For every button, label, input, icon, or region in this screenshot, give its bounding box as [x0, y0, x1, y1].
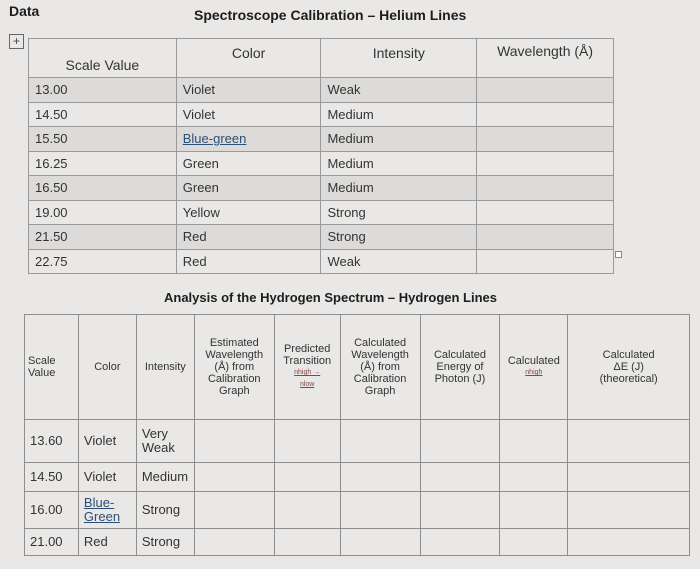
header-line: Calculated	[433, 349, 486, 361]
header-calculated-wavelength	[340, 315, 420, 420]
color-cell[interactable]: Red	[176, 225, 321, 250]
scale-cell[interactable]: 16.50	[29, 176, 177, 201]
color-cell[interactable]: Red	[78, 529, 136, 556]
calculated-wavelength-cell[interactable]	[340, 529, 420, 556]
intensity-cell[interactable]: Strong	[136, 529, 194, 556]
header-line: (Å) from	[214, 361, 255, 373]
header-scale-value	[25, 315, 79, 420]
header-line: Wavelength	[351, 349, 409, 361]
helium-calibration-table	[28, 38, 614, 274]
wavelength-cell[interactable]	[477, 102, 614, 127]
table-resize-handle[interactable]	[615, 251, 622, 258]
table-row	[25, 492, 690, 529]
transition-cell[interactable]	[274, 529, 340, 556]
intensity-cell[interactable]: Weak	[321, 78, 477, 103]
scale-cell[interactable]: 15.50	[29, 127, 177, 152]
helium-table-title: Spectroscope Calibration – Helium Lines	[194, 7, 467, 23]
intensity-cell[interactable]: Strong	[136, 492, 194, 529]
scale-cell[interactable]: 14.50	[25, 463, 79, 492]
scale-cell[interactable]: 19.00	[29, 200, 177, 225]
estimated-wavelength-cell[interactable]	[194, 420, 274, 463]
header-calculated-n	[500, 315, 568, 420]
scale-cell[interactable]: 13.60	[25, 420, 79, 463]
n-cell[interactable]	[500, 529, 568, 556]
scale-cell[interactable]: 21.50	[29, 225, 177, 250]
wavelength-cell[interactable]	[477, 127, 614, 152]
scale-cell[interactable]: 14.50	[29, 102, 177, 127]
table-row	[25, 420, 690, 463]
header-calculated-delta-e	[568, 315, 690, 420]
scale-cell[interactable]: 16.00	[25, 492, 79, 529]
header-line: Scale	[28, 355, 56, 367]
scale-cell[interactable]: 21.00	[25, 529, 79, 556]
header-color: Color	[78, 315, 136, 420]
header-small-line: nhigh	[525, 369, 543, 376]
delta-e-cell[interactable]	[568, 492, 690, 529]
intensity-cell[interactable]: Strong	[321, 225, 477, 250]
header-line: (Å) from	[360, 361, 400, 373]
header-predicted-transition	[274, 315, 340, 420]
scale-cell[interactable]: 13.00	[29, 78, 177, 103]
wavelength-cell[interactable]	[477, 200, 614, 225]
header-line: Wavelength	[205, 349, 264, 361]
n-cell[interactable]	[500, 420, 568, 463]
intensity-cell[interactable]: Medium	[321, 127, 477, 152]
transition-cell[interactable]	[274, 492, 340, 529]
header-small-line: nlow	[299, 381, 315, 388]
n-cell[interactable]	[500, 492, 568, 529]
scale-cell[interactable]: 16.25	[29, 151, 177, 176]
estimated-wavelength-cell[interactable]	[194, 463, 274, 492]
color-cell[interactable]: Violet	[78, 420, 136, 463]
header-line: Graph	[364, 385, 396, 397]
section-label: Data	[9, 3, 40, 19]
header-line: Calculated	[602, 349, 655, 361]
header-line: (theoretical)	[599, 373, 658, 385]
table-header-row	[29, 39, 614, 78]
energy-cell[interactable]	[420, 463, 500, 492]
table-row	[29, 102, 614, 127]
intensity-cell[interactable]: Medium	[321, 102, 477, 127]
table-row	[25, 463, 690, 492]
color-cell[interactable]: Violet	[176, 78, 321, 103]
estimated-wavelength-cell[interactable]	[194, 529, 274, 556]
table-header-row	[25, 315, 690, 420]
n-cell[interactable]	[500, 463, 568, 492]
table-row	[29, 249, 614, 274]
header-line: Value	[28, 367, 56, 379]
color-cell[interactable]: Violet	[78, 463, 136, 492]
header-line: Photon (J)	[434, 373, 486, 385]
delta-e-cell[interactable]	[568, 420, 690, 463]
wavelength-cell[interactable]	[477, 151, 614, 176]
color-cell[interactable]: Green	[176, 151, 321, 176]
calculated-wavelength-cell[interactable]	[340, 463, 420, 492]
header-line: Energy of	[436, 361, 484, 373]
table-row	[29, 225, 614, 250]
color-link-text: Blue-green	[182, 131, 247, 147]
hydrogen-analysis-table	[24, 314, 690, 556]
energy-cell[interactable]	[420, 492, 500, 529]
wavelength-cell[interactable]	[477, 78, 614, 103]
delta-e-cell[interactable]	[568, 463, 690, 492]
header-line: Calibration	[353, 373, 407, 385]
header-line: Predicted	[283, 343, 331, 355]
table-row	[29, 176, 614, 201]
color-cell[interactable]: Yellow	[176, 200, 321, 225]
header-intensity: Intensity	[321, 39, 477, 78]
intensity-cell[interactable]: Medium	[321, 151, 477, 176]
wavelength-cell[interactable]	[477, 225, 614, 250]
header-intensity: Intensity	[136, 315, 194, 420]
header-line: Estimated	[209, 337, 259, 349]
wavelength-cell[interactable]	[477, 249, 614, 274]
header-small-line: nhigh →	[294, 369, 321, 376]
transition-cell[interactable]	[274, 463, 340, 492]
header-line: Calculated	[507, 355, 560, 367]
color-link-text: Blue-Green	[83, 495, 121, 524]
color-cell[interactable]	[78, 492, 136, 529]
color-cell[interactable]: Red	[176, 249, 321, 274]
scale-cell[interactable]: 22.75	[29, 249, 177, 274]
header-line: Calculated	[354, 337, 407, 349]
transition-cell[interactable]	[274, 420, 340, 463]
header-line: Graph	[218, 385, 250, 397]
header-calculated-energy	[420, 315, 500, 420]
calculated-wavelength-cell[interactable]	[340, 420, 420, 463]
header-scale-value: Scale Value	[29, 39, 177, 78]
calculated-wavelength-cell[interactable]	[340, 492, 420, 529]
intensity-cell[interactable]: Very Weak	[136, 420, 194, 463]
table-row	[29, 78, 614, 103]
table-row	[29, 127, 614, 152]
estimated-wavelength-cell[interactable]	[194, 492, 274, 529]
header-line: Calibration	[207, 373, 261, 385]
intensity-cell[interactable]: Medium	[321, 176, 477, 201]
wavelength-cell[interactable]	[477, 176, 614, 201]
intensity-cell[interactable]: Strong	[321, 200, 477, 225]
color-cell[interactable]: Violet	[176, 102, 321, 127]
table-row	[29, 151, 614, 176]
header-wavelength: Wavelength (Å)	[477, 39, 614, 78]
intensity-cell[interactable]: Weak	[321, 249, 477, 274]
header-color: Color	[176, 39, 321, 78]
delta-e-cell[interactable]	[568, 529, 690, 556]
header-line: Transition	[283, 355, 332, 367]
color-cell[interactable]: Green	[176, 176, 321, 201]
table-row	[25, 529, 690, 556]
energy-cell[interactable]	[420, 420, 500, 463]
intensity-cell[interactable]: Medium	[136, 463, 194, 492]
header-estimated-wavelength	[194, 315, 274, 420]
header-line: ΔE (J)	[613, 361, 644, 373]
hydrogen-table-title: Analysis of the Hydrogen Spectrum – Hydrogen Lines	[164, 290, 498, 305]
energy-cell[interactable]	[420, 529, 500, 556]
color-cell[interactable]	[176, 127, 321, 152]
table-row	[29, 200, 614, 225]
table-move-handle-icon[interactable]: +	[9, 34, 24, 49]
